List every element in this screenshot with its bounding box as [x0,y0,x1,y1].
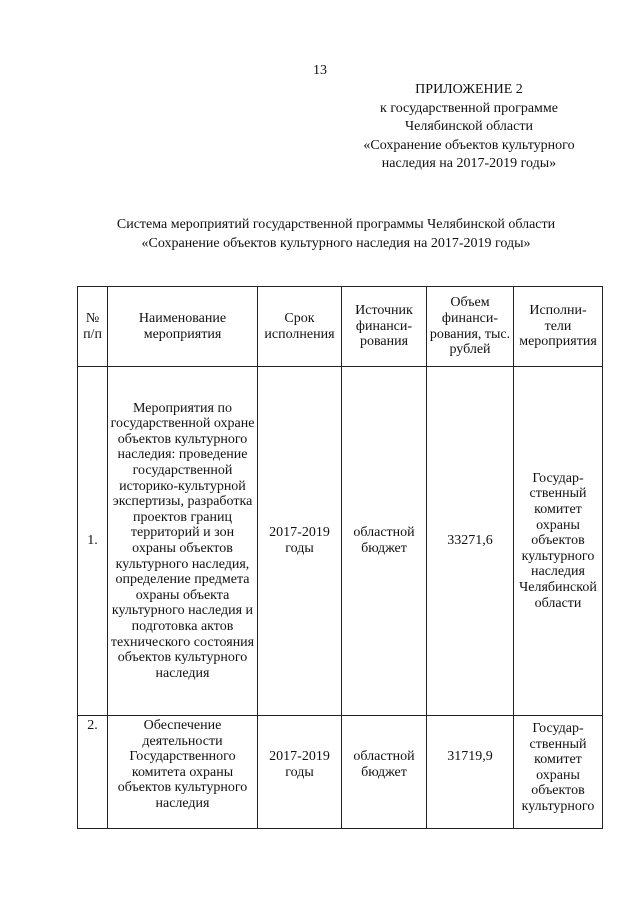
row-num: 1. [78,367,108,716]
row-volume: 33271,6 [427,367,514,716]
header-term: Срок исполнения [258,287,342,367]
row-activity: Мероприятия по государственной охране объектов культурного наследия: проведение государственной историко-культурной экспертизы, разработка проектов границ территорий и зон охраны объектов культурного наследия, определение предмета охраны объекта культурного наследия и подготовка актов технического состояния объектов культурного наследия [108,367,258,716]
title-line: Система мероприятий государственной программы Челябинской области [116,217,556,232]
appendix-header [335,81,603,174]
header-executor: Исполни-тели мероприятия [514,287,603,367]
appendix-line: наследия на 2017-2019 годы» [381,156,557,171]
table-header-row [78,287,603,367]
row-source: областной бюджет [342,367,427,716]
row-term: 2017-2019 годы [258,716,342,829]
measures-table [77,286,603,829]
row-source: областной бюджет [342,716,427,829]
title-line: «Сохранение объектов культурного наследия на 2017-2019 годы» [141,235,531,251]
appendix-line: «Сохранение объектов культурного [363,137,575,153]
table-row [78,716,603,829]
document-title [0,216,640,253]
row-activity: Обеспечение деятельности Государственного комитета охраны объектов культурного наследия [108,716,258,829]
appendix-heading: ПРИЛОЖЕНИЕ 2 [415,82,523,97]
row-executor: Государ-ственный комитет охраны объектов культурного [514,716,603,829]
row-term: 2017-2019 годы [258,367,342,716]
header-name: Наименование мероприятия [108,287,258,367]
header-source: Источник финанси-рования [342,287,427,367]
header-volume: Объем финанси-рования, тыс. рублей [427,287,514,367]
row-executor: Государ-ственный комитет охраны объектов культурного наследия Челябинской области [514,367,603,716]
header-num: № п/п [78,287,108,367]
row-volume: 31719,9 [427,716,514,829]
row-num: 2. [78,716,108,829]
page-number: 13 [313,63,327,78]
appendix-line: к государственной программе [380,100,558,116]
appendix-line: Челябинской области [405,119,533,134]
table-row [78,367,603,716]
